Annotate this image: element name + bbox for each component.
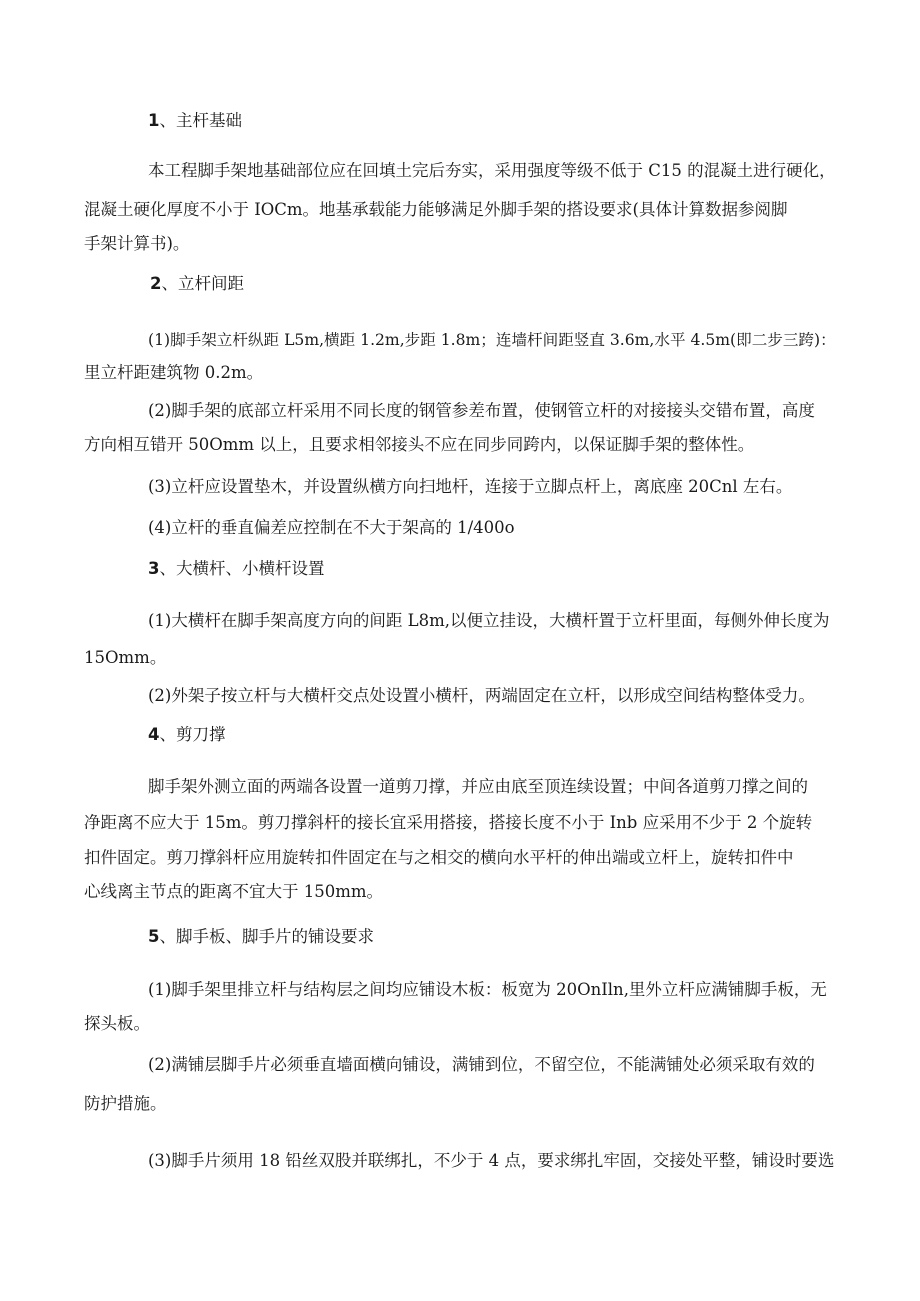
paragraph-line: (3)脚手片须用 18 铅丝双股并联绑扎，不少于 4 点，要求绑扎牢固，交接处平整，铺设时要选 — [148, 1151, 835, 1170]
section-heading-5 — [148, 926, 374, 948]
section-title: 、脚手板、脚手片的铺设要求 — [159, 927, 374, 946]
section-number: 3 — [148, 559, 160, 578]
section-number: 4 — [148, 725, 160, 744]
paragraph-line: (2)满铺层脚手片必须垂直墙面横向铺设，满铺到位，不留空位，不能满铺处必须采取有效的 — [148, 1055, 815, 1074]
paragraph-line: 探头板。 — [84, 1014, 150, 1033]
paragraph-line: 15Omm。 — [84, 648, 167, 667]
paragraph-line: (1)脚手架里排立杆与结构层之间均应铺设木板：板宽为 20OnIln,里外立杆应满铺脚手板，无 — [148, 980, 827, 999]
paragraph-line: 本工程脚手架地基础部位应在回填土完后夯实，采用强度等级不低于 C15 的混凝土进行硬化， — [148, 161, 836, 180]
section-heading-4 — [148, 724, 225, 746]
section-heading-2 — [150, 273, 244, 295]
paragraph-line: (4)立杆的垂直偏差应控制在不大于架高的 1/400o — [148, 518, 515, 537]
section-number: 1 — [148, 111, 160, 130]
paragraph-line: 扣件固定。剪刀撑斜杆应用旋转扣件固定在与之相交的横向水平杆的伸出端或立杆上，旋转扣件中 — [84, 848, 794, 867]
section-title: 、主杆基础 — [159, 111, 242, 130]
paragraph-line: 心线离主节点的距离不宜大于 150mm。 — [84, 882, 384, 901]
section-heading-1 — [148, 110, 242, 132]
section-title: 、立杆间距 — [161, 274, 244, 293]
paragraph-line: 手架计算书)。 — [84, 234, 190, 253]
section-number: 5 — [148, 927, 160, 946]
paragraph-line: (2)脚手架的底部立杆采用不同长度的钢管参差布置，使钢管立杆的对接接头交错布置，高度 — [148, 401, 815, 420]
section-title: 、大横杆、小横杆设置 — [159, 559, 325, 578]
paragraph-line: 里立杆距建筑物 0.2m。 — [84, 363, 264, 382]
paragraph-line: 净距离不应大于 15m。剪刀撑斜杆的接长宜采用搭接，搭接长度不小于 Inb 应采用不少于 2 个旋转 — [84, 813, 813, 832]
section-title: 、剪刀撑 — [159, 725, 226, 744]
paragraph-line: 防护措施。 — [84, 1094, 167, 1113]
paragraph-line: (1)大横杆在脚手架高度方向的间距 L8m,以便立挂设，大横杆置于立杆里面，每侧外伸长度为 — [148, 611, 830, 630]
paragraph-line: 方向相互错开 50Omm 以上，且要求相邻接头不应在同步同跨内，以保证脚手架的整体性。 — [84, 435, 755, 454]
paragraph-line: (1)脚手架立杆纵距 L5m,横距 1.2m,步距 1.8m；连墙杆间距竖直 3.6m,水平 4.5m(即二步三跨)： — [148, 331, 836, 349]
paragraph-line: (2)外架子按立杆与大横杆交点处设置小横杆，两端固定在立杆，以形成空间结构整体受力。 — [148, 686, 815, 705]
section-number: 2 — [150, 274, 162, 293]
paragraph-line: (3)立杆应设置垫木，并设置纵横方向扫地杆，连接于立脚点杆上，离底座 20Cnl 左右。 — [148, 477, 793, 496]
paragraph-line: 混凝土硬化厚度不小于 IOCm。地基承载能力能够满足外脚手架的搭设要求(具体计算数据参阅脚 — [84, 200, 788, 219]
paragraph-line: 脚手架外测立面的两端各设置一道剪刀撑，并应由底至顶连续设置；中间各道剪刀撑之间的 — [148, 777, 808, 796]
section-heading-3 — [148, 558, 324, 580]
